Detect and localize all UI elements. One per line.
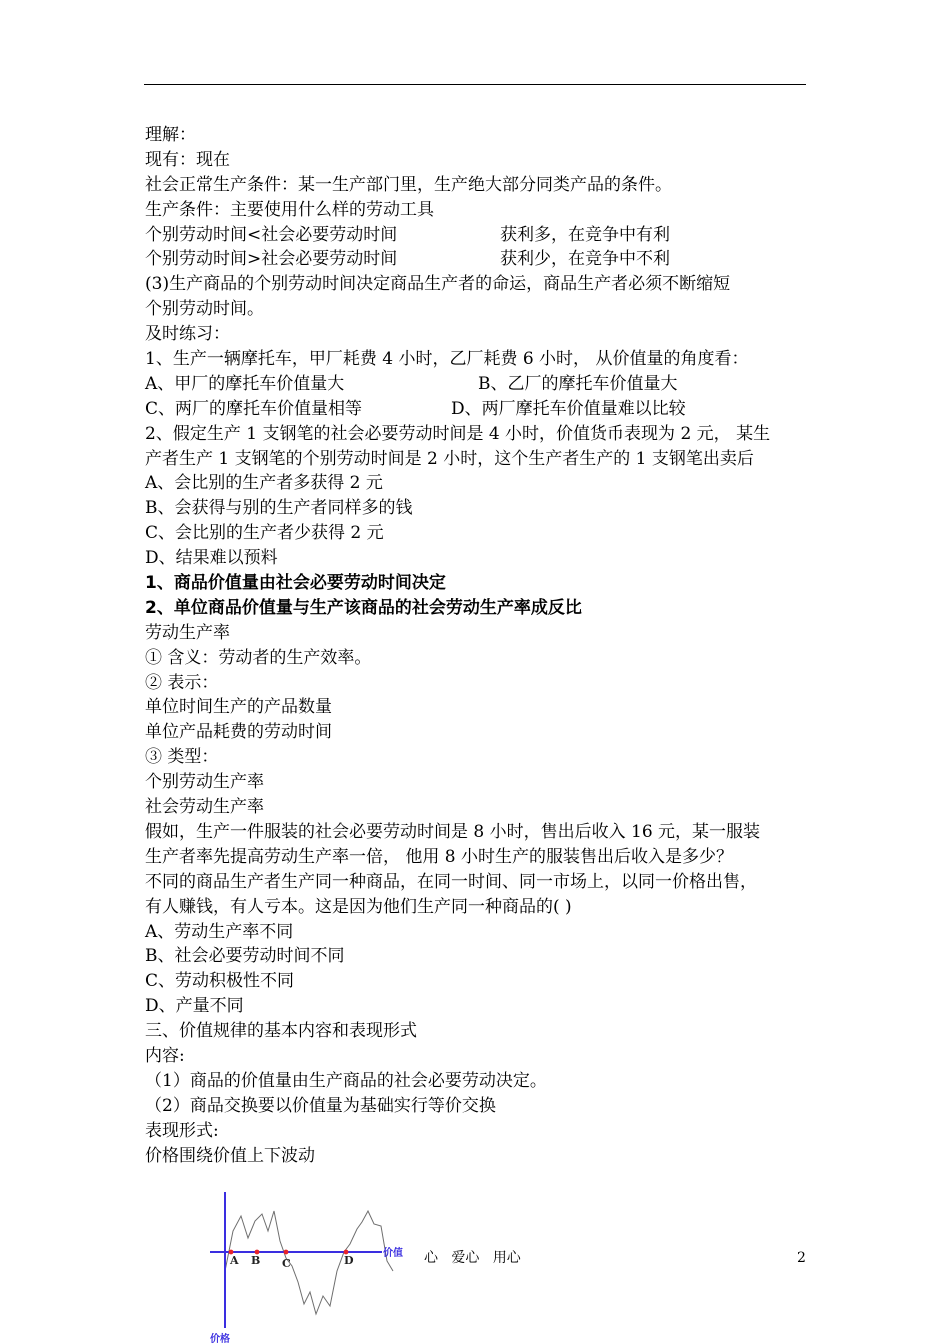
option-c: C、劳动积极性不同 [145, 971, 295, 992]
text-line: 单位产品耗费的劳动时间 [145, 722, 332, 743]
text-line: 有人赚钱，有人亏本。这是因为他们生产同一种商品的( ) [145, 896, 572, 917]
option-d: D、结果难以预料 [145, 548, 278, 569]
option-d: D、产量不同 [145, 996, 244, 1017]
text-line: （1）商品的价值量由生产商品的社会必要劳动决定。 [145, 1070, 547, 1091]
option-d: D、两厂摩托车价值量难以比较 [451, 398, 686, 419]
text-line: 价格围绕价值上下波动 [145, 1145, 315, 1166]
comparison-right: 获利多，在竞争中有利 [500, 224, 670, 245]
document-body [145, 123, 810, 1168]
option-a: A、劳动生产率不同 [145, 921, 294, 942]
text-line: 生产者率先提高劳动生产率一倍， 他用 8 小时生产的服装售出后收入是多少？ [145, 846, 734, 867]
key-point-2: 2、单位商品价值量与生产该商品的社会劳动生产率成反比 [145, 597, 582, 618]
option-row [145, 397, 810, 422]
option-c: C、会比别的生产者少获得 2 元 [145, 523, 384, 544]
text-line: 现有：现在 [145, 149, 230, 170]
point-c-label: C [282, 1257, 291, 1270]
text-line: 假如，生产一件服装的社会必要劳动时间是 8 小时，售出后收入 16 元，某一服装 [145, 821, 761, 842]
text-line: 及时练习： [145, 324, 230, 345]
comparison-left: 个别劳动时间>社会必要劳动时间 [145, 249, 398, 270]
page-number: 2 [797, 1250, 806, 1266]
text-line: 理解： [145, 125, 196, 145]
comparison-line [145, 223, 810, 248]
option-b: B、社会必要劳动时间不同 [145, 946, 345, 967]
text-line: 生产条件：主要使用什么样的劳动工具 [145, 199, 434, 220]
option-c: C、两厂的摩托车价值量相等 [145, 398, 363, 419]
header-rule [144, 84, 806, 85]
value-axis-label: 价值 [383, 1248, 403, 1259]
option-a: A、会比别的生产者多获得 2 元 [145, 473, 383, 494]
text-line: 劳动生产率 [145, 622, 230, 643]
option-b: B、会获得与别的生产者同样多的钱 [145, 498, 413, 519]
text-line: 表现形式: [145, 1120, 219, 1141]
text-line: 内容: [145, 1045, 185, 1066]
comparison-line [145, 247, 810, 272]
point-d-label: D [344, 1254, 354, 1267]
footer-text: 心 爱心 用心 [424, 1250, 521, 1266]
price-axis-label: 价格 [210, 1334, 230, 1344]
text-line: 单位时间生产的产品数量 [145, 697, 332, 718]
point-a-label: A [230, 1254, 239, 1267]
text-line: 个别劳动时间。 [145, 299, 264, 320]
point-c-marker [284, 1250, 289, 1255]
question-2: 2、假定生产 1 支钢笔的社会必要劳动时间是 4 小时，价值货币表现为 2 元， 某生 [145, 423, 771, 444]
section-heading: 三、价值规律的基本内容和表现形式 [145, 1021, 417, 1042]
option-row [145, 372, 810, 397]
text-line: 社会劳动生产率 [145, 797, 264, 818]
text-line: ③ 类型： [145, 747, 219, 768]
price-value-graph [200, 1186, 420, 1344]
text-line: 社会正常生产条件：某一生产部门里，生产绝大部分同类产品的条件。 [145, 174, 672, 195]
option-b: B、乙厂的摩托车价值量大 [478, 373, 678, 394]
text-line: (3)生产商品的个别劳动时间决定商品生产者的命运，商品生产者必须不断缩短 [145, 274, 731, 295]
comparison-right: 获利少，在竞争中不利 [500, 249, 670, 270]
point-b-label: B [251, 1254, 261, 1267]
key-point-1: 1、商品价值量由社会必要劳动时间决定 [145, 573, 446, 594]
text-line: ② 表示： [145, 672, 219, 693]
option-a: A、甲厂的摩托车价值量大 [145, 373, 345, 394]
text-line: 个别劳动生产率 [145, 772, 264, 793]
text-line: （2）商品交换要以价值量为基础实行等价交换 [145, 1095, 496, 1116]
question-1: 1、生产一辆摩托车，甲厂耗费 4 小时，乙厂耗费 6 小时， 从价值量的角度看： [145, 349, 749, 370]
comparison-left: 个别劳动时间<社会必要劳动时间 [145, 224, 398, 245]
text-line: 产者生产 1 支钢笔的个别劳动时间是 2 小时，这个生产者生产的 1 支钢笔出卖后 [145, 448, 754, 469]
text-line: ① 含义：劳动者的生产效率。 [145, 647, 372, 668]
text-line: 不同的商品生产者生产同一种商品，在同一时间、同一市场上，以同一价格出售， [145, 871, 757, 892]
